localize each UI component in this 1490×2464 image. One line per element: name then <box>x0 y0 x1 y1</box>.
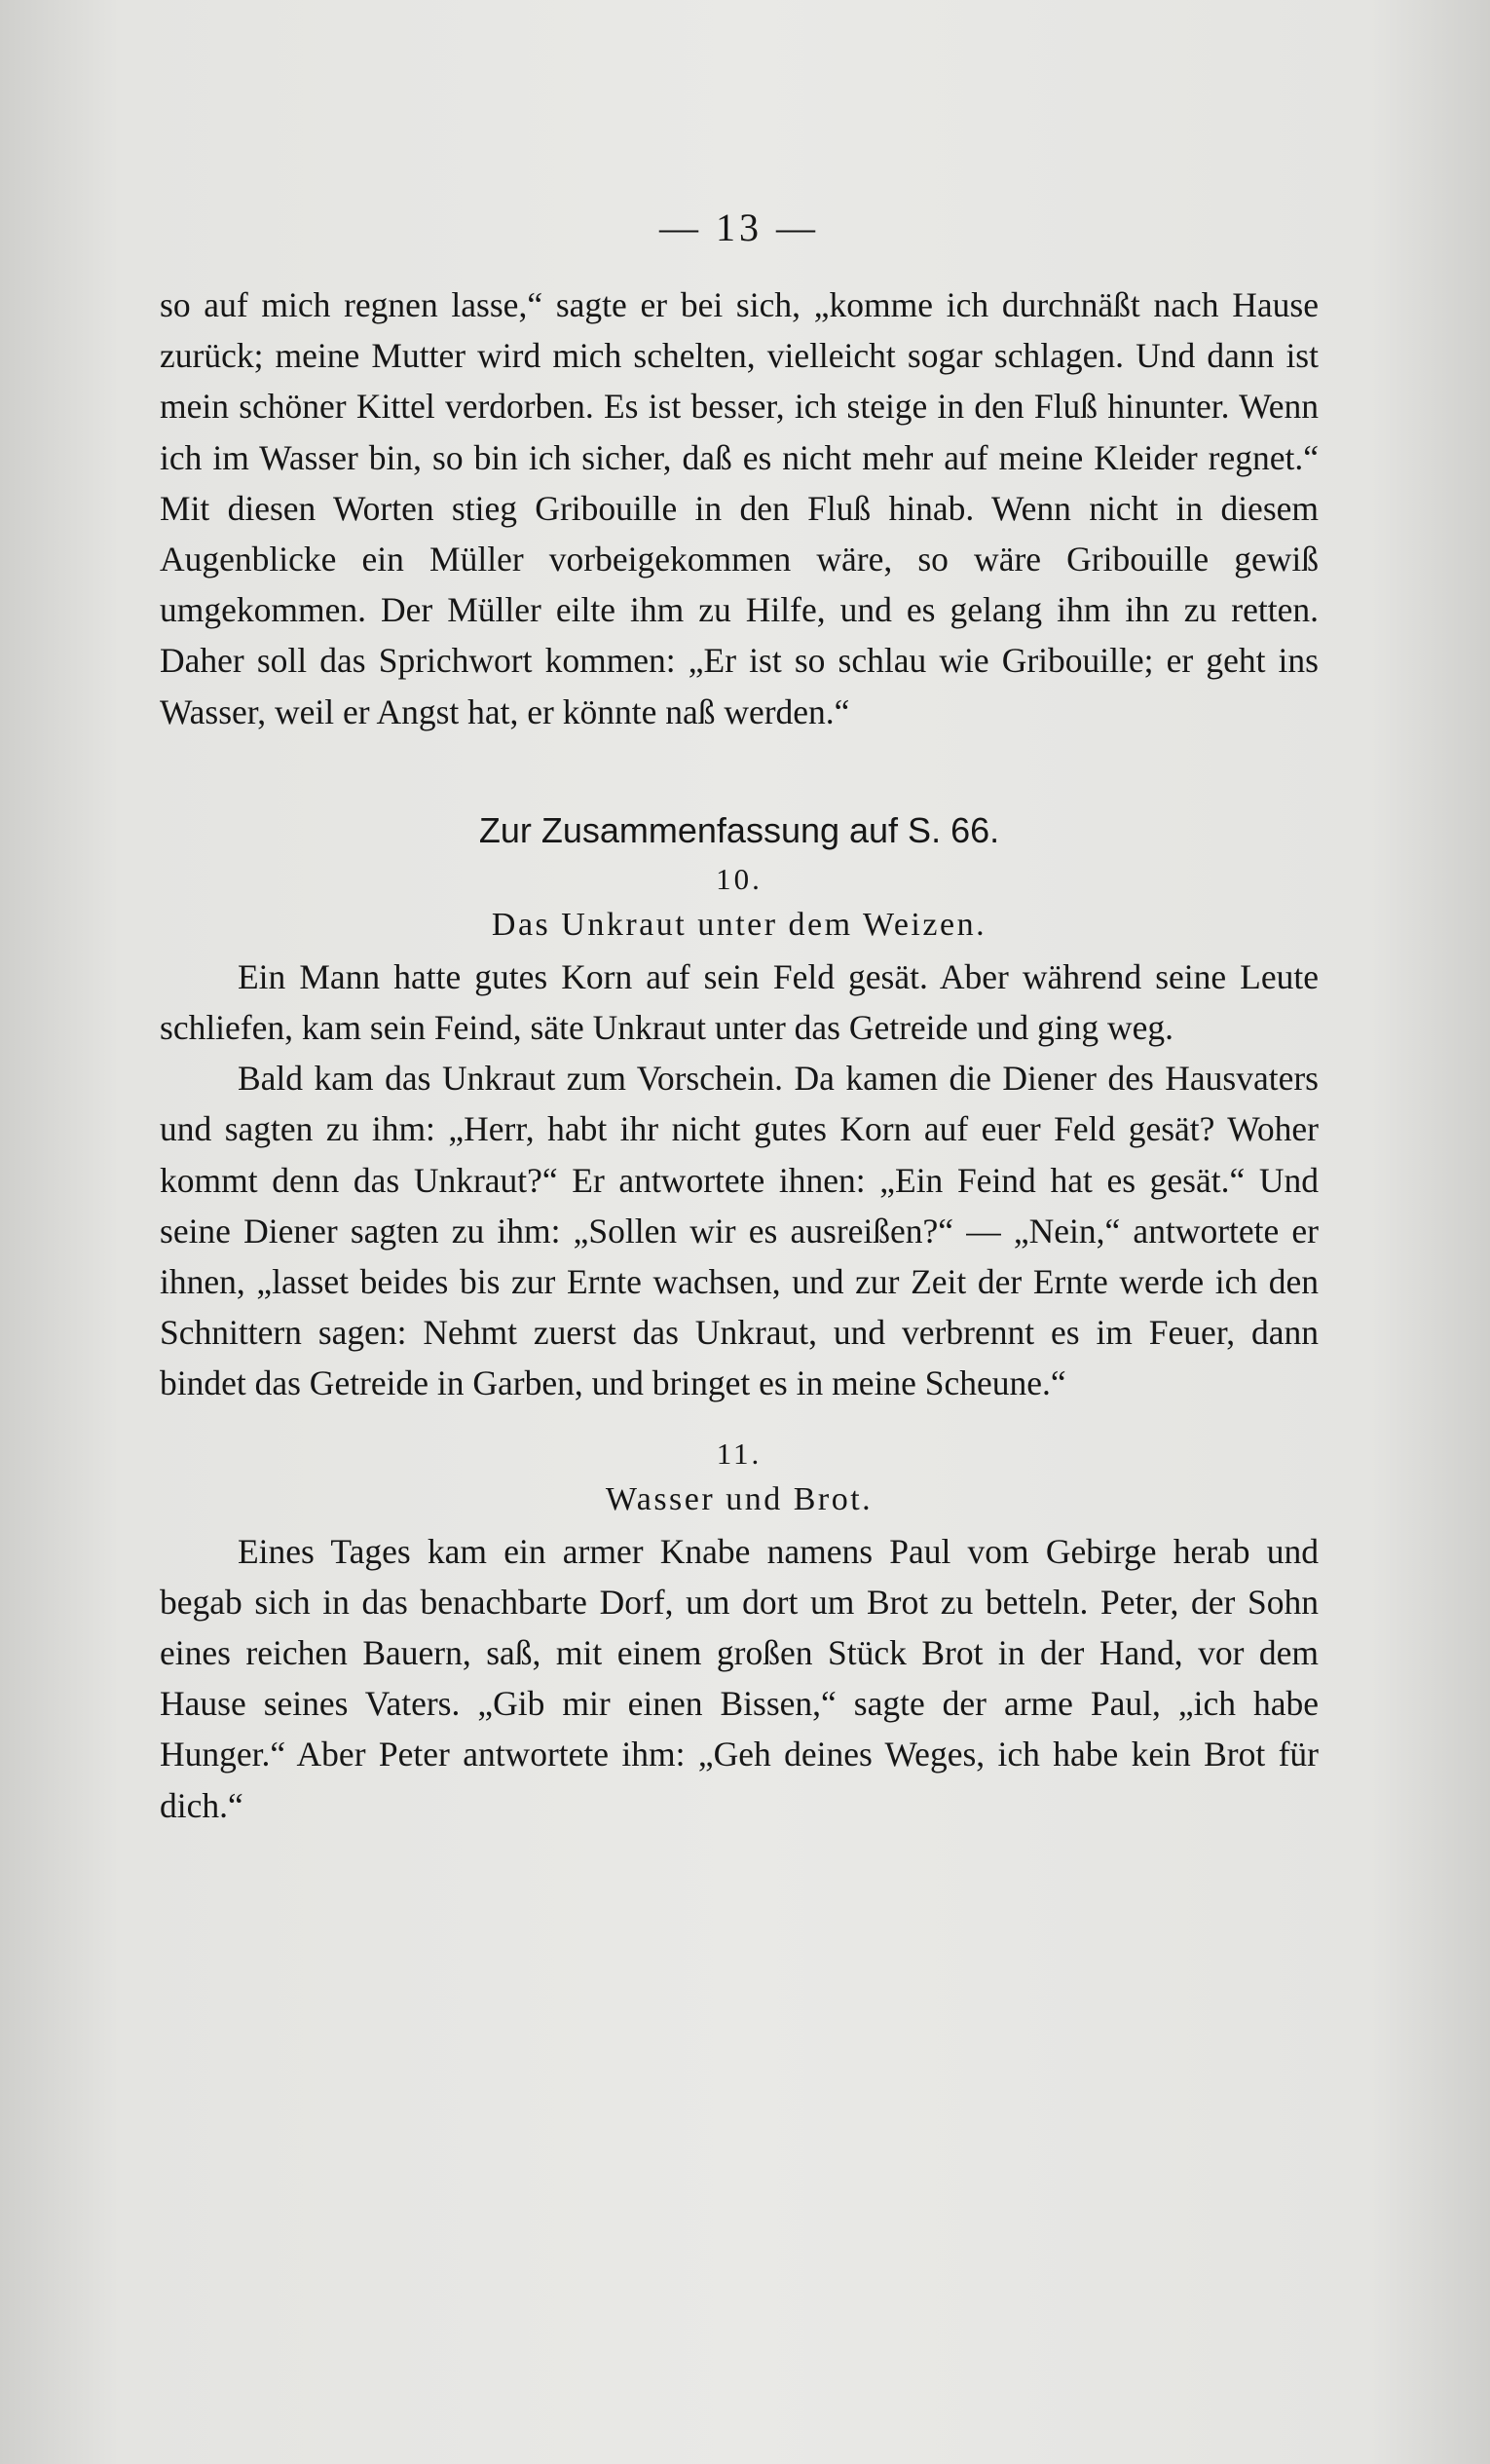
story-paragraph: Ein Mann hatte gutes Korn auf sein Feld gesät. Aber während seine Leute schliefen, kam sein Feind, säte Unkraut unter das Getreide und ging weg. <box>160 956 1319 1048</box>
story-title: Wasser und Brot. <box>605 1480 874 1517</box>
story-10 <box>160 858 1319 1409</box>
story-paragraph: Eines Tages kam ein armer Knabe namens Paul vom Gebirge herab und begab sich in das benachbarte Dorf, um dort um Brot zu betteln. Peter, der Sohn eines reichen Bauern, saß, mit einem großen Stück Brot in der Hand, vor dem Hause seines Vaters. „Gib mir einen Bissen,“ sagte der arme Paul, „ich habe Hunger.“ Aber Peter antwortete ihm: „Geh deines Weges, ich habe kein Brot für dich.“ <box>160 1531 1319 1825</box>
story-number: 10. <box>716 861 763 896</box>
story-paragraph: Bald kam das Unkraut zum Vorschein. Da kamen die Diener des Hausvaters und sagten zu ihm: „Herr, habt ihr nicht gutes Korn auf euer Feld gesät? Woher kommt denn das Unkraut?“ Er antwortete ihnen: „Ein Feind hat es gesät.“ Und seine Diener sagten zu ihm: „Sollen wir es ausreißen?“ — „Nein,“ antwortete er ihnen, „lasset beides bis zur Ernte wachsen, und zur Zeit der Ernte werde ich den Schnittern sagen: Nehmt zuerst das Unkraut, und verbrennt es im Feuer, dann bindet das Getreide in Garben, und bringet es in meine Scheune.“ <box>160 1059 1319 1403</box>
section-heading: Zur Zusammenfassung auf S. 66. <box>478 809 1000 850</box>
story-title: Das Unkraut unter dem Weizen. <box>491 906 987 943</box>
page-content <box>160 205 1319 1831</box>
story-11 <box>160 1433 1319 1831</box>
opening-paragraph: so auf mich regnen lasse,“ sagte er bei sich, „komme ich durchnäßt nach Hause zurück; meine Mutter wird mich schelten, vielleicht sogar schlagen. Und dann ist mein schöner Kittel verdorben. Es ist besser, ich steige in den Fluß hinunter. Wenn ich im Wasser bin, so bin ich sicher, daß es nicht mehr auf meine Kleider regnet.“ Mit diesen Worten stieg Gribouille in den Fluß hinab. Wenn nicht in diesem Augenblicke ein Müller vorbeigekommen wäre, so wäre Gribouille gewiß umgekommen. Der Müller eilte ihm zu Hilfe, und es gelang ihm ihn zu retten. Daher soll das Sprichwort kommen: „Er ist so schlau wie Gribouille; er geht ins Wasser, weil er Angst hat, er könnte naß werden.“ <box>160 285 1319 731</box>
page-number: — 13 — <box>659 205 819 249</box>
story-number: 11. <box>716 1436 763 1471</box>
